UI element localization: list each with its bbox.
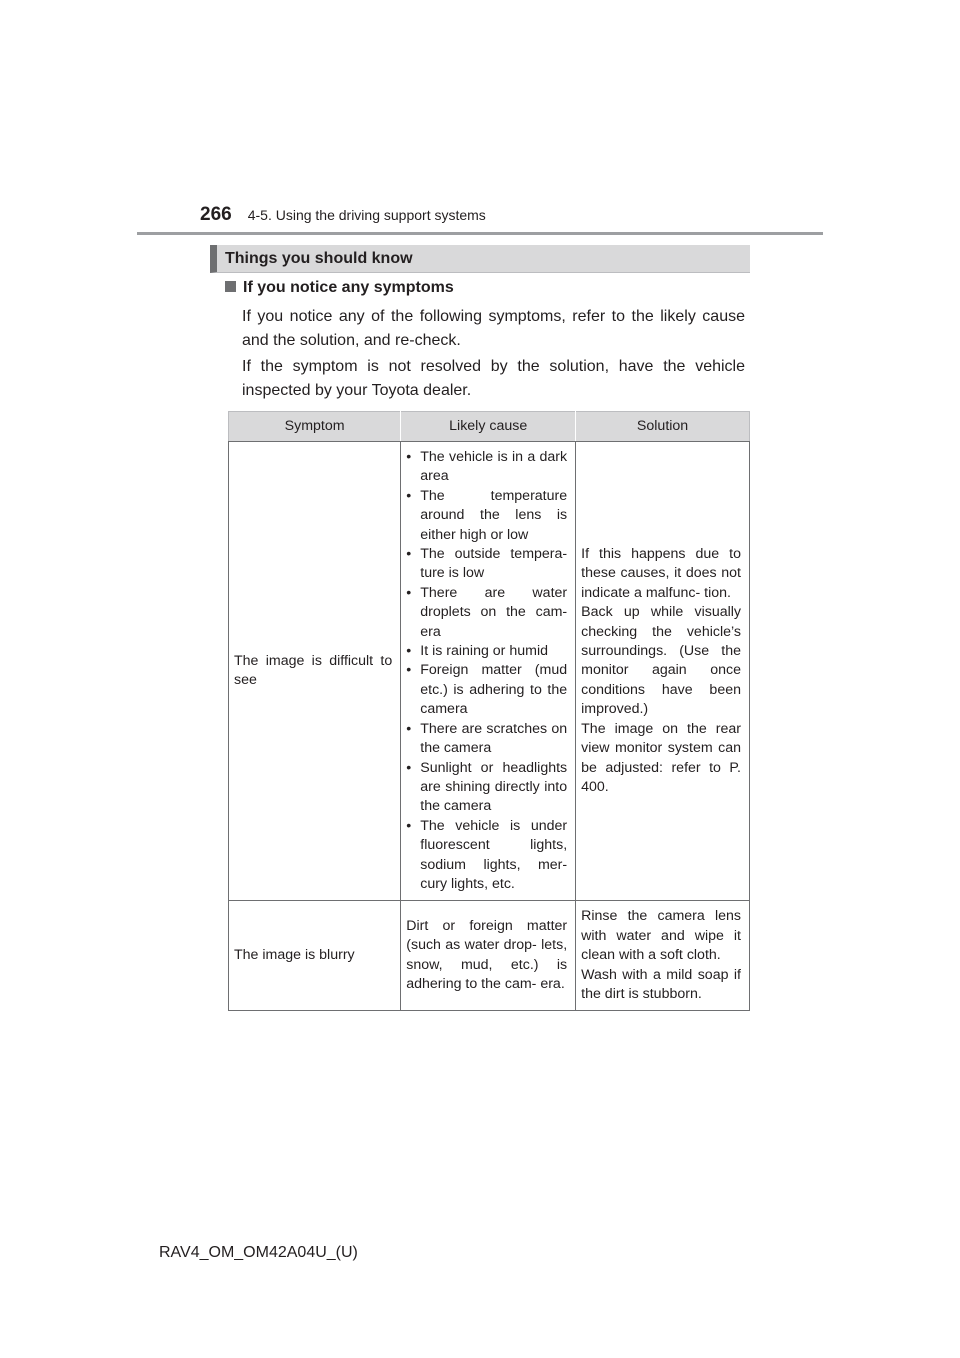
list-item: • There are scratches on the camera: [406, 720, 567, 759]
header-divider: [137, 232, 823, 235]
symptom-table: [228, 411, 750, 1011]
cause-list: [406, 448, 567, 894]
list-item: • It is raining or humid: [406, 642, 567, 661]
info-bar: Things you should know: [210, 245, 750, 273]
symptom-cell: The image is blurry: [229, 901, 401, 1011]
cause-cell: [401, 442, 576, 901]
list-item: • Foreign matter (mud etc.) is adhering to the camera: [406, 661, 567, 719]
section-title: 4-5. Using the driving support systems: [247, 207, 486, 223]
solution-cell: [576, 442, 750, 901]
column-header-likely-cause: Likely cause: [401, 412, 576, 442]
list-item: • There are water droplets on the cam- era: [406, 584, 567, 642]
dealer-paragraph: If the symptom is not resolved by the solution, have the vehicle inspected by your Toyota dealer.: [242, 358, 745, 399]
cause-cell: Dirt or foreign matter (such as water drop- lets, snow, mud, etc.) is adhering to the cam- era.: [401, 901, 576, 1011]
list-item: • The temperature around the lens is either high or low: [406, 487, 567, 545]
solution-line: Wash with a mild soap if the dirt is stubborn.: [581, 966, 741, 1002]
table-header-row: [229, 412, 750, 442]
column-header-symptom: Symptom: [229, 412, 401, 442]
page-header: [200, 204, 486, 226]
solution-line: Back up while visually checking the vehicle’s surroundings. (Use the monitor again once conditions have been improved.): [581, 604, 741, 718]
document-code: RAV4_OM_OM42A04U_(U): [159, 1244, 358, 1261]
list-item: • The vehicle is in a dark area: [406, 448, 567, 487]
subsection-heading: [225, 279, 454, 297]
list-item: • Sunlight or headlights are shining directly into the camera: [406, 759, 567, 817]
solution-line: The image on the rear view monitor system can be adjusted: refer to P. 400.: [581, 720, 741, 795]
intro-paragraph: If you notice any of the following symptoms, refer to the likely cause and the solution, and re-check.: [242, 308, 745, 349]
table-row: [229, 901, 750, 1011]
column-header-solution: Solution: [576, 412, 750, 442]
table-row: [229, 442, 750, 901]
subsection-title: If you notice any symptoms: [243, 279, 454, 296]
list-item: • The outside tempera- ture is low: [406, 545, 567, 584]
solution-line: If this happens due to these causes, it does not indicate a malfunc- tion.: [581, 546, 741, 601]
solution-cell: [576, 901, 750, 1011]
square-bullet-icon: [225, 281, 236, 292]
list-item: • The vehicle is under fluorescent lights, sodium lights, mer- cury lights, etc.: [406, 817, 567, 895]
symptom-cell: The image is difficult to see: [229, 442, 401, 901]
page-number: 266: [200, 204, 232, 225]
solution-line: Rinse the camera lens with water and wipe it clean with a soft cloth.: [581, 908, 741, 964]
